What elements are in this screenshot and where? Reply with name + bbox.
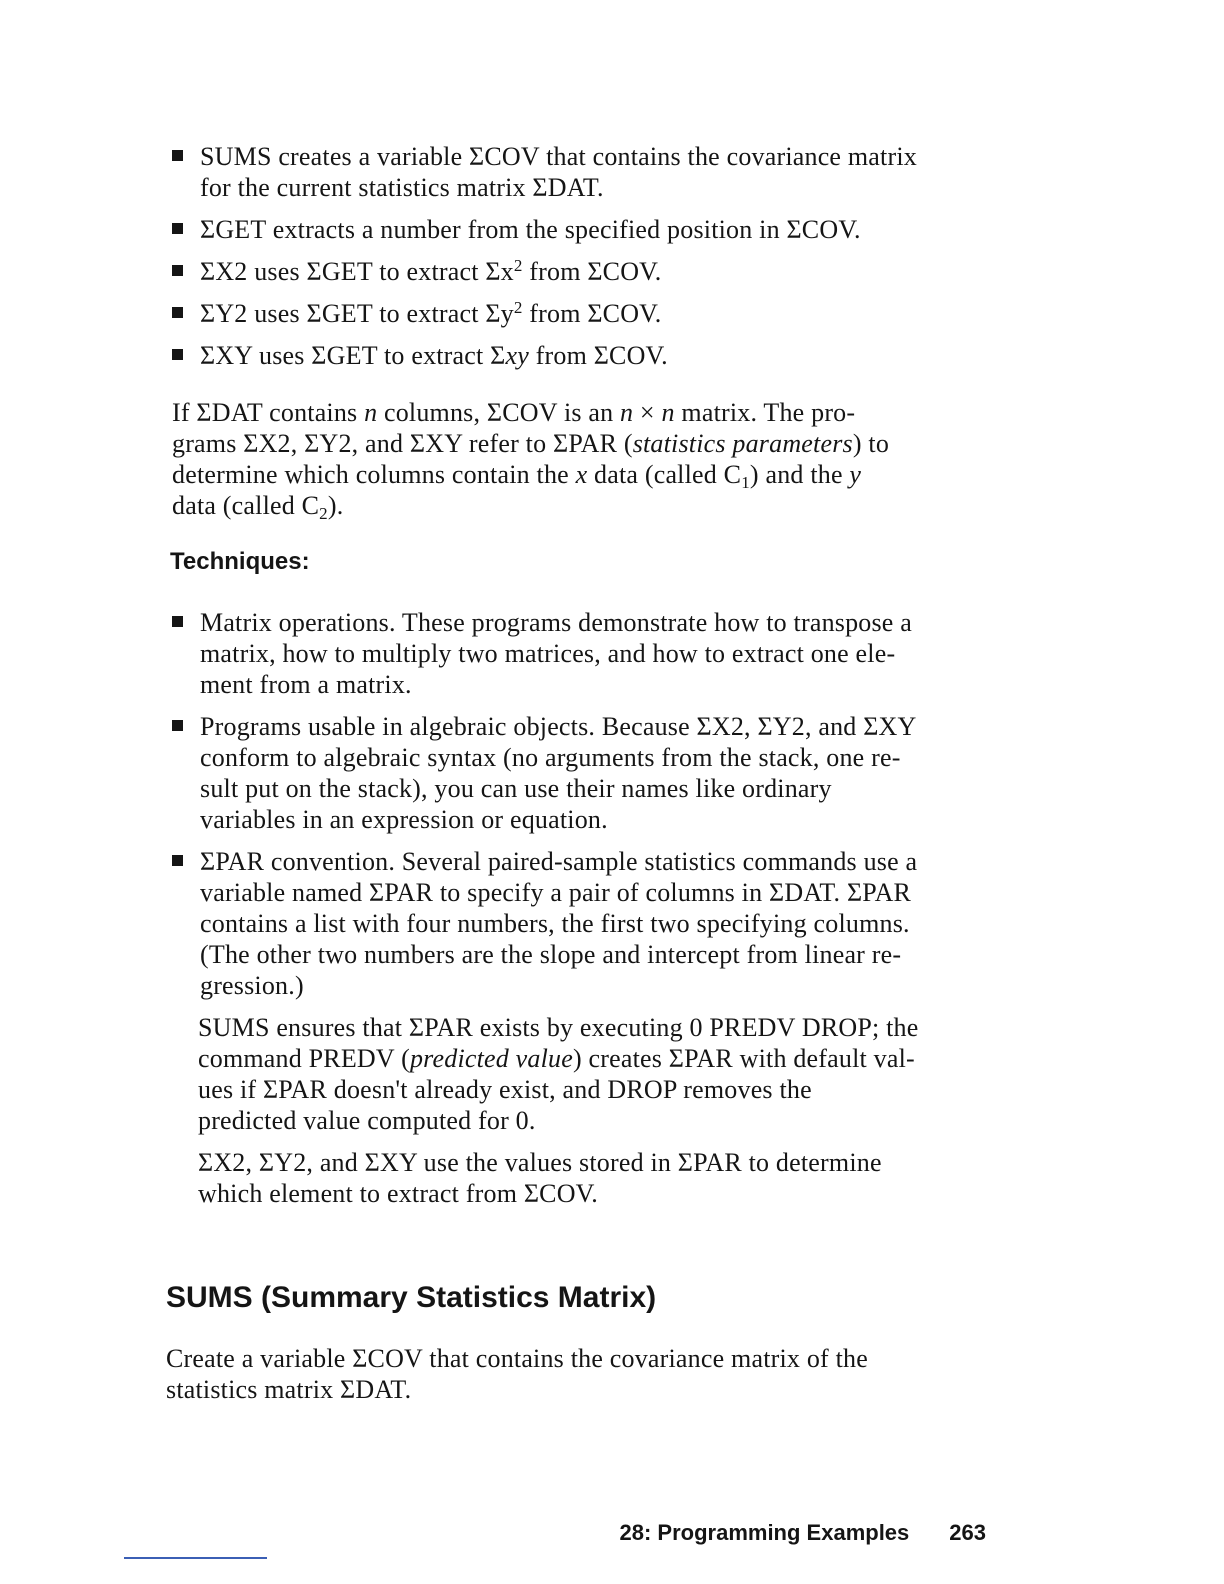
technique-matrix-operations xyxy=(170,607,1000,700)
line: Matrix operations. These programs demonstrate how to transpose a xyxy=(200,608,912,637)
text: from ΣCOV. xyxy=(522,299,662,328)
line: SUMS ensures that ΣPAR exists by executing 0 PREDV DROP; the xyxy=(198,1013,919,1042)
italic-text: n xyxy=(364,398,378,427)
text: ). xyxy=(327,491,344,520)
text: data (called C xyxy=(587,460,742,489)
line: ment from a matrix. xyxy=(200,670,412,699)
text: ΣXY uses ΣGET to extract Σ xyxy=(200,341,506,370)
text: determine which columns contain the xyxy=(172,460,576,489)
subscript: 2 xyxy=(319,504,328,523)
text: matrix. The pro- xyxy=(674,398,856,427)
text: ) and the xyxy=(749,460,850,489)
bullet-sxy xyxy=(170,340,1000,371)
line: conform to algebraic syntax (no arguments from the stack, one re- xyxy=(200,743,901,772)
text: ) creates ΣPAR with default val- xyxy=(572,1044,915,1073)
text: × xyxy=(633,398,662,427)
bullet-sget xyxy=(170,214,1000,245)
section-paragraph xyxy=(166,1343,996,1405)
techniques-list xyxy=(170,607,1000,1209)
line: predicted value computed for 0. xyxy=(198,1106,536,1135)
bullet-sy2 xyxy=(170,298,1000,329)
line: Programs usable in algebraic objects. Because ΣX2, ΣY2, and ΣXY xyxy=(200,712,917,741)
spar-subparagraph-2 xyxy=(170,1147,1000,1209)
page-number: 263 xyxy=(949,1520,986,1545)
line xyxy=(172,397,1002,428)
line: gression.) xyxy=(200,971,304,1000)
text: command PREDV ( xyxy=(198,1044,410,1073)
line: variables in an expression or equation. xyxy=(200,805,608,834)
italic-text: predicted value xyxy=(409,1044,573,1073)
line: variable named ΣPAR to specify a pair of columns in ΣDAT. ΣPAR xyxy=(200,878,912,907)
bottom-rule xyxy=(124,1557,267,1559)
text: ΣX2 uses ΣGET to extract Σx xyxy=(200,257,514,286)
line: sult put on the stack), you can use their names like ordinary xyxy=(200,774,832,803)
technique-spar-convention xyxy=(170,846,1000,1001)
bullet-sums xyxy=(170,141,1000,203)
line xyxy=(172,428,1002,459)
italic-text: xy xyxy=(505,341,529,370)
italic-text: n xyxy=(620,398,634,427)
line xyxy=(172,459,1002,490)
line: statistics matrix ΣDAT. xyxy=(166,1375,412,1404)
text: If ΣDAT contains xyxy=(172,398,365,427)
line: ues if ΣPAR doesn't already exist, and DROP removes the xyxy=(198,1075,812,1104)
text: from ΣCOV. xyxy=(522,257,662,286)
text: ΣY2 uses ΣGET to extract Σy xyxy=(200,299,514,328)
text: columns, ΣCOV is an xyxy=(377,398,621,427)
line: contains a list with four numbers, the first two specifying columns. xyxy=(200,909,910,938)
line: which element to extract from ΣCOV. xyxy=(198,1179,598,1208)
italic-text: y xyxy=(849,460,862,489)
line: (The other two numbers are the slope and intercept from linear re- xyxy=(200,940,902,969)
text: grams ΣX2, ΣY2, and ΣXY refer to ΣPAR ( xyxy=(172,429,633,458)
spar-subparagraph-1 xyxy=(170,1012,1000,1136)
superscript: 2 xyxy=(513,298,523,317)
chapter-title: 28: Programming Examples xyxy=(619,1520,910,1545)
line: ΣX2, ΣY2, and ΣXY use the values stored in ΣPAR to determine xyxy=(198,1148,882,1177)
techniques-heading: Techniques: xyxy=(170,548,310,575)
line: matrix, how to multiply two matrices, and how to extract one ele- xyxy=(200,639,896,668)
line: ΣGET extracts a number from the specified position in ΣCOV. xyxy=(200,215,861,244)
text: data (called C xyxy=(172,491,320,520)
section-heading: SUMS (Summary Statistics Matrix) xyxy=(166,1281,657,1314)
subscript: 1 xyxy=(741,473,750,492)
intro-paragraph xyxy=(172,397,1002,521)
line xyxy=(172,490,1002,521)
top-bullet-list xyxy=(170,141,1000,371)
page-footer xyxy=(620,1520,987,1546)
line xyxy=(198,1043,1000,1074)
italic-text: n xyxy=(661,398,675,427)
italic-text: x xyxy=(575,460,588,489)
bullet-sx2 xyxy=(170,256,1000,287)
line: ΣPAR convention. Several paired-sample statistics commands use a xyxy=(200,847,918,876)
superscript: 2 xyxy=(513,256,523,275)
text: from ΣCOV. xyxy=(528,341,668,370)
line: SUMS creates a variable ΣCOV that contains the covariance matrix xyxy=(200,142,917,171)
text: ) to xyxy=(852,429,890,458)
technique-algebraic-programs xyxy=(170,711,1000,835)
italic-text: statistics parameters xyxy=(632,429,853,458)
line: for the current statistics matrix ΣDAT. xyxy=(200,173,604,202)
line: Create a variable ΣCOV that contains the covariance matrix of the xyxy=(166,1344,868,1373)
